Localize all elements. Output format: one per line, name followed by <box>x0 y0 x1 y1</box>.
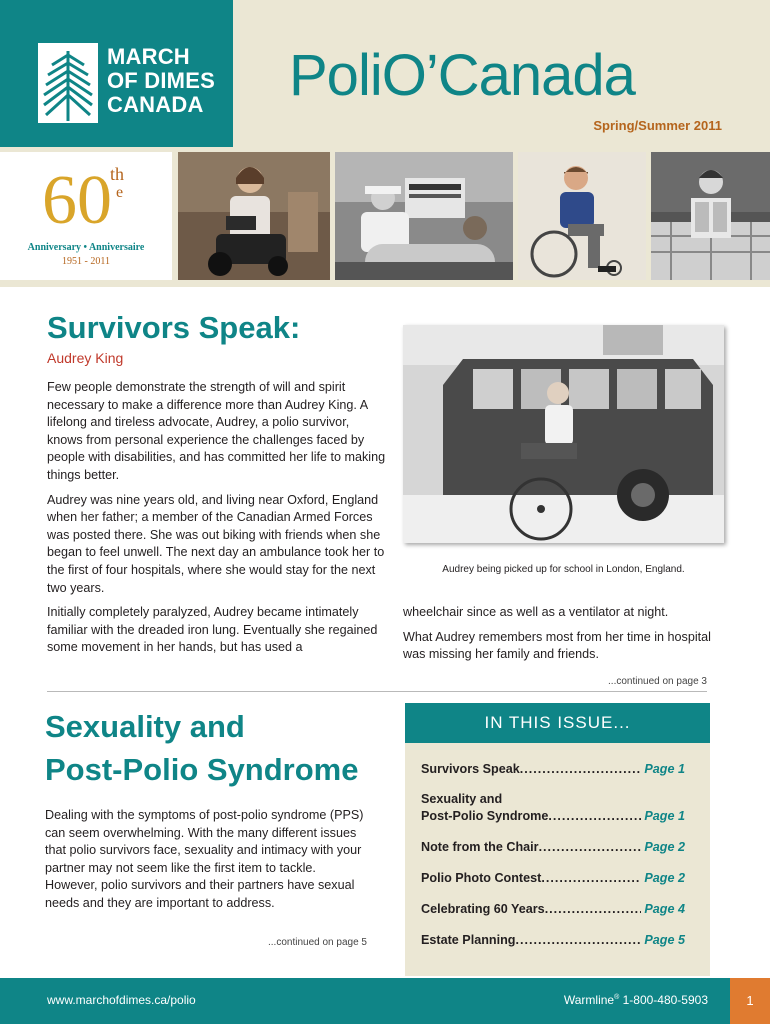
toc-item-page: Page 1 <box>644 762 685 776</box>
logo-line-2: OF DIMES <box>107 68 215 93</box>
toc-item-page: Page 4 <box>644 902 685 916</box>
article-byline: Audrey King <box>47 350 124 366</box>
continued-link[interactable]: ...continued on page 3 <box>608 676 707 687</box>
logo-wordmark <box>107 45 215 117</box>
article-body-right <box>403 604 723 671</box>
anniversary-badge <box>0 152 172 280</box>
article-paragraph: What Audrey remembers most from her time in hospital was missing her family and friends. <box>403 629 711 662</box>
toc-item-page: Page 2 <box>644 840 685 854</box>
maple-tree-icon <box>38 43 98 123</box>
continued-link[interactable]: ...continued on page 5 <box>268 937 367 948</box>
logo-block <box>0 0 233 147</box>
toc-item-survivors-speak[interactable] <box>421 761 685 778</box>
article-body-left <box>47 379 387 664</box>
article-title-survivors: Survivors Speak: <box>47 310 301 345</box>
toc-item-sexuality[interactable] <box>421 791 685 825</box>
toc-item-label: Polio Photo Contest <box>421 871 542 885</box>
toc-item-celebrating-60[interactable] <box>421 901 685 918</box>
photo-boy-reading <box>651 152 770 280</box>
footer <box>0 978 770 1024</box>
newsletter-title: PoliO’Canada <box>289 43 635 108</box>
article-paragraph: Initially completely paralyzed, Audrey became intimately familiar with the dreaded iron lung. Eventually she regained some movement in her hands, but has used a <box>47 605 378 655</box>
article-paragraph: Few people demonstrate the strength of will and spirit necessary to make a difference more than Audrey King. A lifelong and tireless advocate, Audrey, a polio survivor, knows from personal experience the challenges faced by people with disabilities, and has committed her life to making things better. <box>47 380 386 482</box>
warmline-label: Warmline <box>563 993 615 1007</box>
toc-item-estate-planning[interactable] <box>421 932 685 949</box>
photo-nurse-iron-lung <box>335 152 513 280</box>
article-title-sexuality <box>45 705 358 791</box>
toc-heading: IN THIS ISSUE... <box>405 703 710 743</box>
toc-list <box>405 743 710 976</box>
photo-man-wheelchair <box>518 152 646 280</box>
anniversary-suffix-en: th <box>110 164 125 184</box>
toc-item-note-from-chair[interactable] <box>421 839 685 856</box>
photo-speaker <box>178 152 330 280</box>
section-divider <box>47 691 707 692</box>
article-title-line-2: Post-Polio Syndrome <box>45 752 359 787</box>
feature-photo-school-bus <box>403 325 724 543</box>
page-number: 1 <box>730 978 770 1024</box>
toc-item-label: Note from the Chair <box>421 840 539 854</box>
anniversary-years: 1951 - 2011 <box>62 256 110 267</box>
toc-item-page: Page 2 <box>644 871 685 885</box>
anniversary-number: 60 <box>42 162 112 239</box>
article-paragraph: wheelchair since as well as a ventilator at night. <box>403 605 669 619</box>
photo-strip <box>0 147 770 287</box>
logo-line-1: MARCH <box>107 44 190 69</box>
warmline-number: 1-800-480-5903 <box>619 993 708 1007</box>
toc-item-page: Page 1 <box>644 809 685 823</box>
warmline-phone[interactable] <box>564 993 708 1007</box>
article-paragraph: Audrey was nine years old, and living near Oxford, England when her father; a member of the Canadian Armed Forces was posted there. She was out biking with friends when she began to feel unwell. The next day an ambulance took her to the first of four hospitals, where she would stay for the next two years. <box>47 492 385 595</box>
issue-date: Spring/Summer 2011 <box>593 118 722 133</box>
anniversary-label: Anniversary • Anniversaire <box>27 242 145 253</box>
toc-item-label: Survivors Speak <box>421 762 520 776</box>
anniversary-suffix-fr: e <box>116 184 124 201</box>
toc-item-photo-contest[interactable] <box>421 870 685 887</box>
footer-url-link[interactable]: www.marchofdimes.ca/polio <box>47 993 196 1007</box>
registered-mark: ® <box>614 994 620 1001</box>
masthead <box>233 0 770 147</box>
toc-item-label: Celebrating 60 Years <box>421 902 545 916</box>
toc-item-label-line-1: Sexuality and <box>421 792 503 806</box>
toc-item-page: Page 5 <box>644 933 685 947</box>
logo-line-3: CANADA <box>107 92 204 117</box>
photo-caption: Audrey being picked up for school in London, England. <box>442 564 685 575</box>
toc-item-label: Post-Polio Syndrome <box>421 809 549 823</box>
article-title-line-1: Sexuality and <box>45 709 245 744</box>
toc-item-label: Estate Planning <box>421 933 516 947</box>
article-body-sexuality <box>45 807 370 913</box>
article-paragraph: Dealing with the symptoms of post-polio syndrome (PPS) can seem overwhelming. With the many different issues that polio survivors face, sexuality and intimacy with your partner may not seem like the first item to tackle. However, polio survivors and their partners have sexual needs and they are important to address. <box>45 808 364 910</box>
